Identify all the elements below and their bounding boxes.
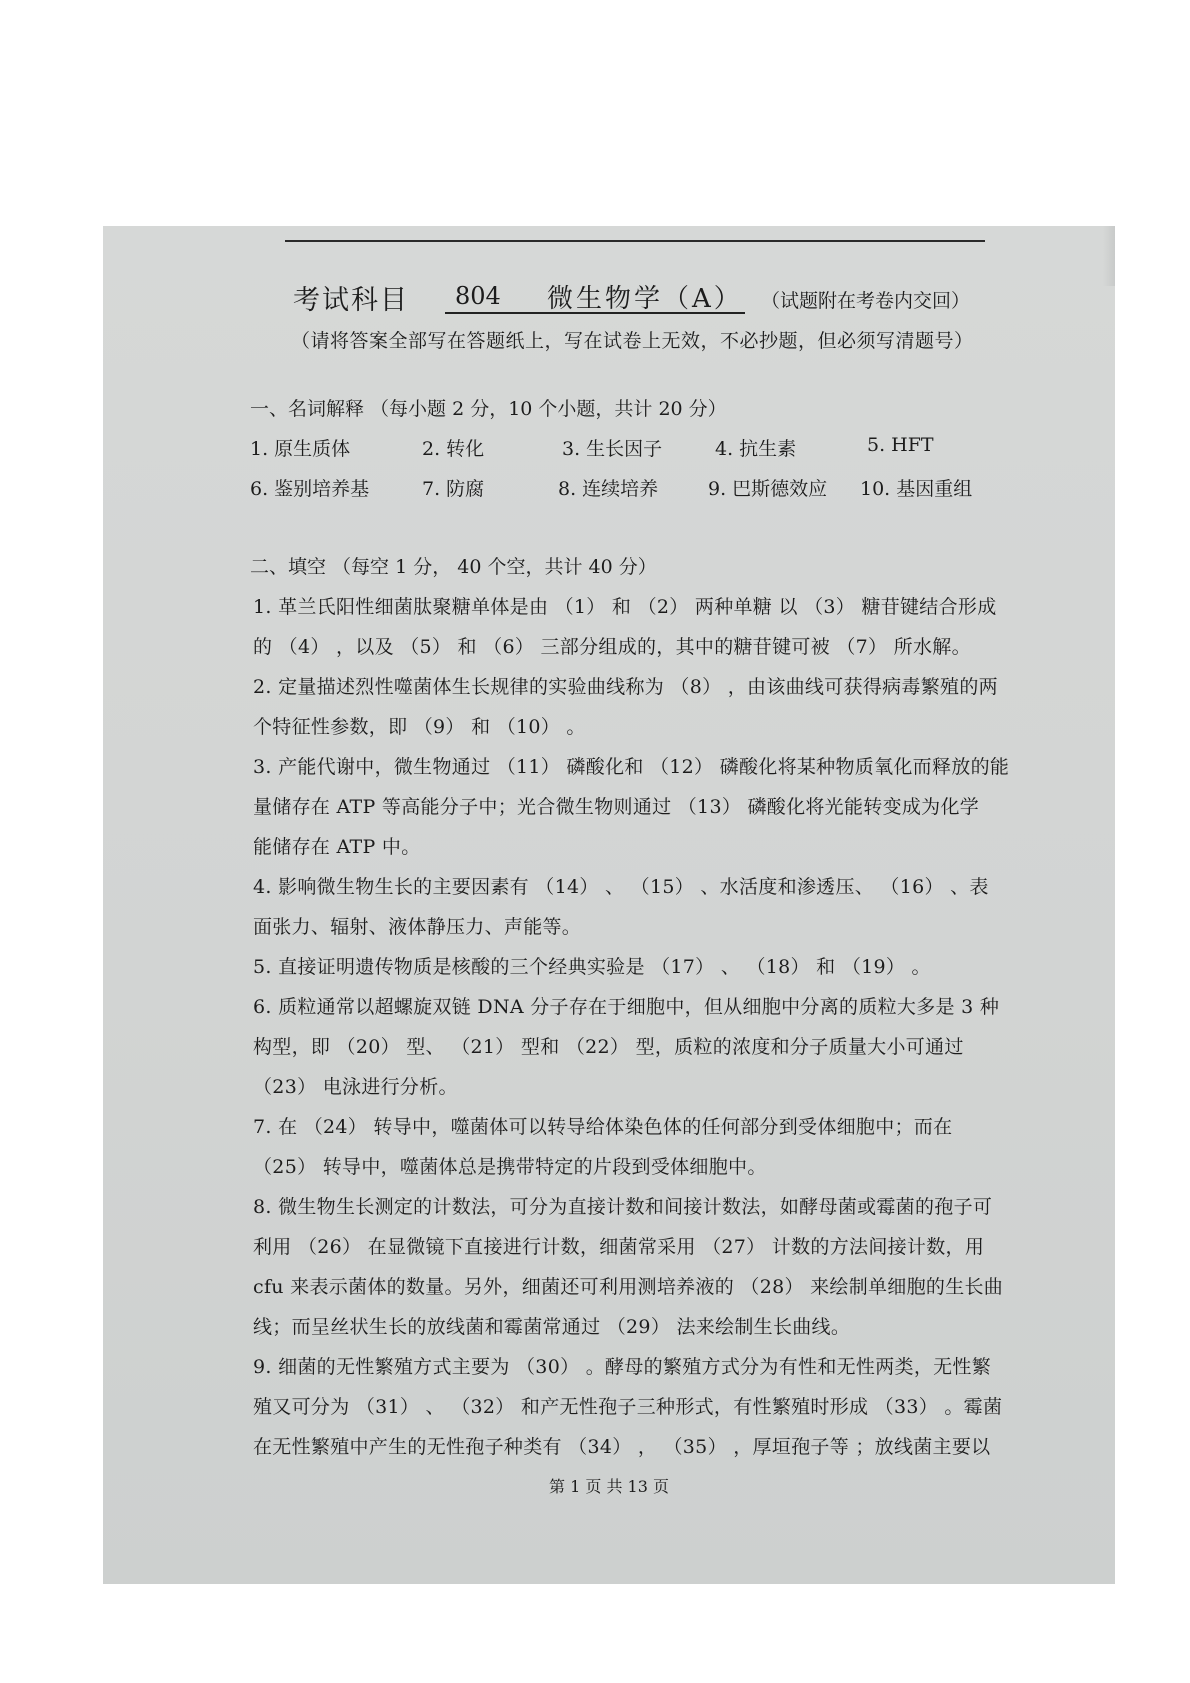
exam-page-photo: [103, 226, 1115, 1584]
fill-line: 4. 影响微生物生长的主要因素有 （14） 、 （15） 、水活度和渗透压、 （16） 、表: [253, 876, 989, 898]
fill-line: 7. 在 （24） 转导中，噬菌体可以转导给体染色体的任何部分到受体细胞中；而在: [253, 1116, 953, 1138]
fill-line: 5. 直接证明遗传物质是核酸的三个经典实验是 （17） 、 （18） 和 （19） 。: [253, 956, 931, 978]
fill-line: （23） 电泳进行分析。: [253, 1076, 458, 1098]
term-item: 7. 防腐: [422, 478, 485, 500]
top-rule: [285, 240, 985, 242]
term-item: 5. HFT: [867, 434, 934, 456]
term-item: 2. 转化: [422, 438, 485, 460]
fill-line: 2. 定量描述烈性噬菌体生长规律的实验曲线称为 （8） ，由该曲线可获得病毒繁殖的两: [253, 676, 998, 698]
fill-line: 面张力、辐射、液体静压力、声能等。: [253, 916, 582, 938]
fill-line: 6. 质粒通常以超螺旋双链 DNA 分子存在于细胞中，但从细胞中分离的质粒大多是 3 种: [253, 996, 1000, 1018]
fill-line: 1. 革兰氏阳性细菌肽聚糖单体是由 （1） 和 （2） 两种单糖 以 （3） 糖苷键结合形成: [253, 596, 997, 618]
fill-line: 的 （4） ，以及 （5） 和 （6） 三部分组成的，其中的糖苷键可被 （7） 所水解。: [253, 636, 971, 658]
fill-line: 3. 产能代谢中，微生物通过 （11） 磷酸化和 （12） 磷酸化将某种物质氧化而释放的能: [253, 756, 1010, 778]
header-note: （试题附在考卷内交回）: [761, 290, 971, 312]
fill-line: 能储存在 ATP 中。: [253, 836, 421, 858]
fill-line: 9. 细菌的无性繁殖方式主要为 （30） 。酵母的繁殖方式分为有性和无性两类，无性繁: [253, 1356, 992, 1378]
fill-line: 个特征性参数，即 （9） 和 （10） 。: [253, 716, 586, 738]
fill-line: （25） 转导中，噬菌体总是携带特定的片段到受体细胞中。: [253, 1156, 767, 1178]
fill-line: 量储存在 ATP 等高能分子中；光合微生物则通过 （13） 磷酸化将光能转变成为化学: [253, 796, 980, 818]
term-item: 8. 连续培养: [558, 478, 659, 500]
fill-line: 殖又可分为 （31） 、 （32） 和产无性孢子三种形式，有性繁殖时形成 （33） 。霉菌: [253, 1396, 1003, 1418]
exam-header: [293, 278, 1093, 318]
term-item: 3. 生长因子: [562, 438, 663, 460]
page-footer: 第 1 页 共 13 页: [549, 1477, 669, 1496]
term-item: 10. 基因重组: [860, 478, 973, 500]
fill-line: 8. 微生物生长测定的计数法，可分为直接计数和间接计数法，如酵母菌或霉菌的孢子可: [253, 1196, 993, 1218]
fill-line: 构型，即 （20） 型、 （21） 型和 （22） 型，质粒的浓度和分子质量大小可通过: [253, 1036, 964, 1058]
photo-edge-shadow: [1103, 226, 1115, 286]
term-item: 9. 巴斯德效应: [708, 478, 828, 500]
section1-title: 一、名词解释 （每小题 2 分，10 个小题，共计 20 分）: [250, 398, 727, 420]
fill-line: 线；而呈丝状生长的放线菌和霉菌常通过 （29） 法来绘制生长曲线。: [253, 1316, 851, 1338]
term-item: 1. 原生质体: [250, 438, 351, 460]
term-item: 4. 抗生素: [715, 438, 797, 460]
fill-line: cfu 来表示菌体的数量。另外，细菌还可利用测培养液的 （28） 来绘制单细胞的生长曲: [253, 1276, 1004, 1298]
term-item: 6. 鉴别培养基: [250, 478, 370, 500]
subject-label: 考试科目: [293, 285, 409, 316]
subject-name: 微生物学（A）: [547, 284, 743, 314]
fill-line: 利用 （26） 在显微镜下直接进行计数，细菌常采用 （27） 计数的方法间接计数，用: [253, 1236, 985, 1258]
exam-instruction: （请将答案全部写在答题纸上，写在试卷上无效，不必抄题，但必须写清题号）: [291, 330, 974, 352]
subject-code: 804: [455, 282, 501, 310]
fill-line: 在无性繁殖中产生的无性孢子种类有 （34） ， （35） ，厚垣孢子等 ；放线菌主要以: [253, 1436, 991, 1458]
section2-title: 二、填空 （每空 1 分， 40 个空，共计 40 分）: [250, 556, 657, 578]
